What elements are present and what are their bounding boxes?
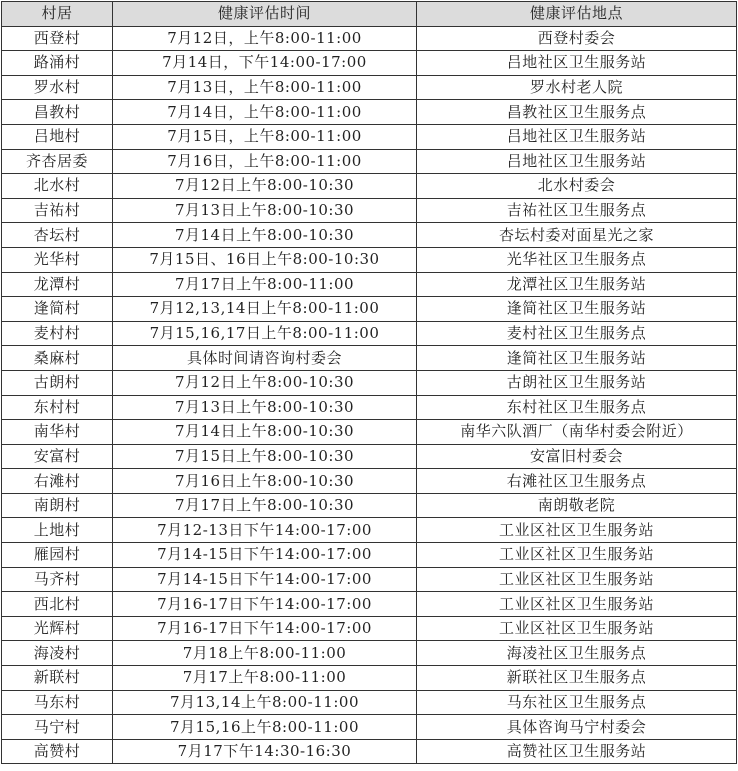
- table-row: [2, 174, 737, 199]
- location-cell: 吕地社区卫生服务站: [417, 51, 737, 76]
- location-cell: 吕地社区卫生服务站: [417, 124, 737, 149]
- time-cell: 7月16日上午8:00-10:30: [113, 469, 417, 494]
- table-row: [2, 346, 737, 371]
- time-cell: 7月15,16上午8:00-11:00: [113, 715, 417, 740]
- time-cell: 7月15日上午8:00-10:30: [113, 444, 417, 469]
- village-cell: 吕地村: [2, 124, 113, 149]
- village-cell: 高赞村: [2, 739, 113, 764]
- village-cell: 西登村: [2, 26, 113, 51]
- table-row: [2, 543, 737, 568]
- location-cell: 杏坛村委对面星光之家: [417, 223, 737, 248]
- table-row: [2, 124, 737, 149]
- village-cell: 古朗村: [2, 370, 113, 395]
- village-cell: 桑麻村: [2, 346, 113, 371]
- table-row: [2, 616, 737, 641]
- location-cell: 高赞社区卫生服务站: [417, 739, 737, 764]
- time-cell: 7月12日，上午8:00-11:00: [113, 26, 417, 51]
- table-row: [2, 321, 737, 346]
- time-cell: 7月12,13,14日上午8:00-11:00: [113, 297, 417, 322]
- village-cell: 马宁村: [2, 715, 113, 740]
- time-cell: 7月17下午14:30-16:30: [113, 739, 417, 764]
- time-cell: 7月13,14上午8:00-11:00: [113, 690, 417, 715]
- village-cell: 马东村: [2, 690, 113, 715]
- village-cell: 北水村: [2, 174, 113, 199]
- location-cell: 工业区社区卫生服务站: [417, 592, 737, 617]
- village-cell: 罗水村: [2, 75, 113, 100]
- header-time: 健康评估时间: [113, 2, 417, 27]
- location-cell: 昌教社区卫生服务点: [417, 100, 737, 125]
- table-row: [2, 444, 737, 469]
- table-row: [2, 26, 737, 51]
- location-cell: 工业区社区卫生服务站: [417, 543, 737, 568]
- location-cell: 麦村社区卫生服务点: [417, 321, 737, 346]
- location-cell: 吕地社区卫生服务站: [417, 149, 737, 174]
- table-row: [2, 149, 737, 174]
- time-cell: 7月17上午8:00-11:00: [113, 666, 417, 691]
- village-cell: 逢简村: [2, 297, 113, 322]
- time-cell: 7月14日上午8:00-10:30: [113, 420, 417, 445]
- time-cell: 7月17日上午8:00-11:00: [113, 272, 417, 297]
- table-row: [2, 395, 737, 420]
- location-cell: 逢简社区卫生服务站: [417, 297, 737, 322]
- table-row: [2, 100, 737, 125]
- table-row: [2, 690, 737, 715]
- time-cell: 7月12-13日下午14:00-17:00: [113, 518, 417, 543]
- time-cell: 7月12日上午8:00-10:30: [113, 370, 417, 395]
- location-cell: 工业区社区卫生服务站: [417, 518, 737, 543]
- time-cell: 7月15日、16日上午8:00-10:30: [113, 247, 417, 272]
- location-cell: 工业区社区卫生服务站: [417, 616, 737, 641]
- time-cell: 7月14-15日下午14:00-17:00: [113, 543, 417, 568]
- schedule-container: [1, 1, 737, 764]
- table-row: [2, 592, 737, 617]
- location-cell: 南华六队酒厂（南华村委会附近）: [417, 420, 737, 445]
- location-cell: 西登村委会: [417, 26, 737, 51]
- village-cell: 南朗村: [2, 493, 113, 518]
- table-row: [2, 420, 737, 445]
- village-cell: 南华村: [2, 420, 113, 445]
- time-cell: 7月14日上午8:00-10:30: [113, 223, 417, 248]
- time-cell: 7月14日，下午14:00-17:00: [113, 51, 417, 76]
- location-cell: 东村社区卫生服务点: [417, 395, 737, 420]
- table-row: [2, 739, 737, 764]
- village-cell: 新联村: [2, 666, 113, 691]
- table-row: [2, 641, 737, 666]
- time-cell: 7月13日上午8:00-10:30: [113, 198, 417, 223]
- time-cell: 7月12日上午8:00-10:30: [113, 174, 417, 199]
- location-cell: 马东社区卫生服务点: [417, 690, 737, 715]
- time-cell: 7月17日上午8:00-10:30: [113, 493, 417, 518]
- village-cell: 东村村: [2, 395, 113, 420]
- village-cell: 海凌村: [2, 641, 113, 666]
- health-assessment-table: [1, 1, 737, 764]
- village-cell: 雁园村: [2, 543, 113, 568]
- table-row: [2, 518, 737, 543]
- table-row: [2, 493, 737, 518]
- location-cell: 海凌社区卫生服务点: [417, 641, 737, 666]
- location-cell: 新联社区卫生服务点: [417, 666, 737, 691]
- time-cell: 7月13日，上午8:00-11:00: [113, 75, 417, 100]
- location-cell: 龙潭社区卫生服务站: [417, 272, 737, 297]
- village-cell: 西北村: [2, 592, 113, 617]
- village-cell: 马齐村: [2, 567, 113, 592]
- location-cell: 安富旧村委会: [417, 444, 737, 469]
- village-cell: 龙潭村: [2, 272, 113, 297]
- table-row: [2, 247, 737, 272]
- time-cell: 7月16-17日下午14:00-17:00: [113, 616, 417, 641]
- table-row: [2, 198, 737, 223]
- location-cell: 工业区社区卫生服务站: [417, 567, 737, 592]
- village-cell: 齐杏居委: [2, 149, 113, 174]
- village-cell: 上地村: [2, 518, 113, 543]
- table-row: [2, 469, 737, 494]
- table-body: [2, 26, 737, 764]
- table-row: [2, 567, 737, 592]
- location-cell: 光华社区卫生服务点: [417, 247, 737, 272]
- time-cell: 7月13日上午8:00-10:30: [113, 395, 417, 420]
- time-cell: 7月15日，上午8:00-11:00: [113, 124, 417, 149]
- village-cell: 右滩村: [2, 469, 113, 494]
- time-cell: 7月16日，上午8:00-11:00: [113, 149, 417, 174]
- header-village: 村居: [2, 2, 113, 27]
- village-cell: 杏坛村: [2, 223, 113, 248]
- table-row: [2, 51, 737, 76]
- location-cell: 罗水村老人院: [417, 75, 737, 100]
- table-row: [2, 370, 737, 395]
- location-cell: 南朗敬老院: [417, 493, 737, 518]
- village-cell: 安富村: [2, 444, 113, 469]
- location-cell: 北水村委会: [417, 174, 737, 199]
- location-cell: 具体咨询马宁村委会: [417, 715, 737, 740]
- header-location: 健康评估地点: [417, 2, 737, 27]
- location-cell: 逢简社区卫生服务站: [417, 346, 737, 371]
- time-cell: 7月15,16,17日上午8:00-11:00: [113, 321, 417, 346]
- village-cell: 麦村村: [2, 321, 113, 346]
- location-cell: 右滩社区卫生服务点: [417, 469, 737, 494]
- village-cell: 路涌村: [2, 51, 113, 76]
- village-cell: 光华村: [2, 247, 113, 272]
- village-cell: 吉祐村: [2, 198, 113, 223]
- time-cell: 7月18上午8:00-11:00: [113, 641, 417, 666]
- time-cell: 7月14日，上午8:00-11:00: [113, 100, 417, 125]
- location-cell: 古朗社区卫生服务站: [417, 370, 737, 395]
- village-cell: 光辉村: [2, 616, 113, 641]
- table-row: [2, 223, 737, 248]
- table-row: [2, 666, 737, 691]
- table-row: [2, 272, 737, 297]
- location-cell: 吉祐社区卫生服务点: [417, 198, 737, 223]
- time-cell: 7月14-15日下午14:00-17:00: [113, 567, 417, 592]
- time-cell: 具体时间请咨询村委会: [113, 346, 417, 371]
- header-row: [2, 2, 737, 27]
- table-row: [2, 715, 737, 740]
- time-cell: 7月16-17日下午14:00-17:00: [113, 592, 417, 617]
- table-row: [2, 297, 737, 322]
- village-cell: 昌教村: [2, 100, 113, 125]
- table-row: [2, 75, 737, 100]
